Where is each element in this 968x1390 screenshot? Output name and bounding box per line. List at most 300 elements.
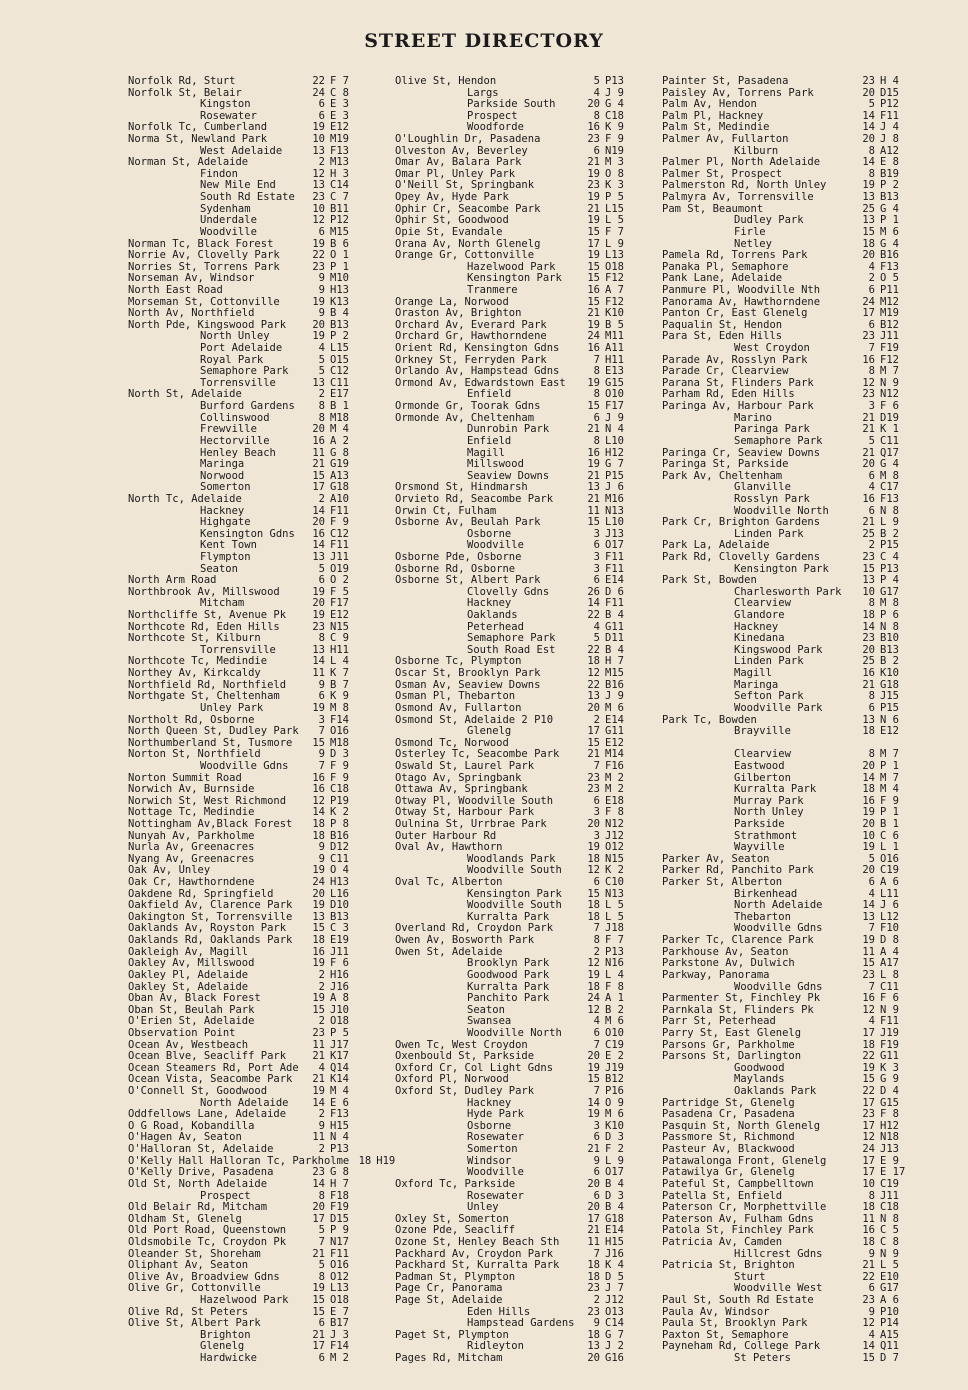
- grid-reference: P13: [605, 75, 624, 87]
- street-name: Osborne: [467, 1119, 512, 1132]
- street-name: Norton St, Northfield: [128, 748, 261, 761]
- street-name: North Unley: [734, 806, 804, 819]
- street-name: Eden Hills: [467, 1305, 531, 1318]
- street-name: Rosewater: [467, 1189, 524, 1202]
- street-name: Oban St, Beulah Park: [128, 1003, 255, 1016]
- street-name: Brighton: [200, 1328, 251, 1341]
- grid-reference: G18: [330, 481, 349, 494]
- street-name: Rosewater: [200, 109, 257, 122]
- map-page: 20: [587, 818, 600, 830]
- grid-reference: N 4: [330, 1131, 349, 1144]
- map-page: 19: [312, 237, 325, 250]
- map-page: 13: [862, 713, 875, 726]
- directory-entry: [128, 970, 360, 982]
- grid-reference: P11: [880, 283, 899, 296]
- map-page: 6: [318, 98, 325, 111]
- map-page: 14: [312, 504, 325, 517]
- map-page: 12: [312, 794, 325, 807]
- street-name: Old Port Road, Queenstown: [128, 1224, 287, 1237]
- street-name: Payneham Rd, College Park: [662, 1340, 821, 1353]
- grid-reference: E 6: [330, 1096, 349, 1109]
- street-name: Ophir St, Goodwood: [395, 214, 509, 227]
- map-page: 7: [868, 980, 875, 993]
- street-name: Passmore St, Richmond: [662, 1131, 795, 1144]
- street-name: Sefton Park: [734, 690, 804, 703]
- grid-reference: L 9: [605, 1154, 624, 1167]
- street-name: Norries St, Torrens Park: [128, 260, 280, 273]
- grid-reference: P 1: [330, 260, 349, 273]
- map-page: 21: [862, 1259, 875, 1272]
- street-name: Paringa Cr, Seaview Downs: [662, 446, 821, 459]
- map-page: 21: [587, 156, 600, 169]
- map-page: 21: [312, 1247, 325, 1260]
- street-name: Flympton: [200, 550, 251, 563]
- map-page: 11: [587, 504, 600, 517]
- street-name: Orange Gr, Cottonville: [395, 249, 535, 262]
- map-page: 8: [318, 411, 325, 424]
- grid-reference: D 3: [605, 1131, 624, 1144]
- map-page: 6: [593, 1189, 600, 1202]
- grid-reference: F 8: [880, 1108, 899, 1121]
- street-name: Seaview Downs: [467, 469, 550, 482]
- grid-reference: C11: [330, 852, 349, 865]
- directory-entry: [662, 134, 910, 146]
- grid-reference: L 5: [605, 214, 624, 227]
- street-name: O'Halloran St, Adelaide: [128, 1143, 274, 1156]
- street-name: Oakington St, Torrensville: [128, 910, 293, 923]
- map-page: 13: [587, 1340, 600, 1353]
- grid-reference: B 4: [605, 609, 624, 622]
- map-page: 16: [312, 783, 325, 796]
- map-page: 17: [862, 1026, 875, 1039]
- street-name: South Road Est: [467, 643, 556, 656]
- street-name: Brooklyn Park: [467, 957, 550, 970]
- directory-entry: [395, 494, 635, 506]
- map-page: 3: [593, 806, 600, 819]
- street-name: Semaphore Park: [467, 632, 556, 645]
- map-page: 16: [587, 283, 600, 296]
- street-name: Largs: [467, 86, 499, 99]
- grid-reference: K 4: [605, 1259, 624, 1272]
- map-page: 6: [318, 109, 325, 122]
- grid-reference: P13: [880, 562, 899, 575]
- map-page: 24: [862, 1143, 875, 1156]
- map-page: 19: [587, 1061, 600, 1074]
- street-name: Royal Park: [200, 353, 264, 366]
- map-page: 24: [312, 876, 325, 889]
- grid-reference: L13: [605, 249, 624, 262]
- map-page: 19: [312, 1085, 325, 1098]
- map-page: 15: [587, 260, 600, 273]
- map-page: 2: [318, 980, 325, 993]
- street-name: Osborne Rd, Osborne: [395, 562, 516, 575]
- street-name: Rosewater: [467, 1131, 524, 1144]
- map-page: 14: [862, 1340, 875, 1353]
- grid-reference: F 5: [330, 585, 349, 598]
- directory-entry: [128, 726, 360, 738]
- street-name: Olive Av, Broadview Gdns: [128, 1270, 280, 1283]
- map-page: 23: [312, 191, 325, 204]
- grid-reference: B16: [605, 678, 624, 691]
- grid-reference: B 4: [605, 1201, 624, 1214]
- street-name: Hackney: [467, 1096, 512, 1109]
- map-page: 6: [593, 794, 600, 807]
- page-title: STREET DIRECTORY: [364, 30, 604, 52]
- map-page: 11: [312, 1038, 325, 1051]
- map-page: 14: [312, 655, 325, 668]
- grid-reference: K 7: [330, 667, 349, 680]
- map-page: 18: [587, 1270, 600, 1283]
- grid-reference: F 7: [330, 75, 349, 87]
- street-name: Sydenham: [200, 202, 251, 215]
- grid-reference: B 7: [330, 678, 349, 691]
- grid-reference: M 6: [605, 701, 624, 714]
- map-page: 19: [587, 458, 600, 471]
- map-page: 11: [587, 1235, 600, 1248]
- grid-reference: G 9: [880, 1073, 899, 1086]
- grid-reference: F19: [880, 342, 899, 355]
- grid-reference: M 2: [330, 1352, 349, 1365]
- map-page: 11: [312, 1131, 325, 1144]
- map-page: 5: [318, 1259, 325, 1272]
- street-name: Northfield Rd, Northfield: [128, 678, 287, 691]
- map-page: 4: [868, 481, 875, 494]
- grid-reference: A13: [330, 469, 349, 482]
- map-page: 13: [312, 643, 325, 656]
- map-page: 8: [868, 144, 875, 157]
- map-page: 20: [862, 133, 875, 146]
- map-page: 20: [312, 597, 325, 610]
- map-page: 20: [587, 701, 600, 714]
- grid-reference: H 7: [605, 655, 624, 668]
- street-name: Kurralta Park: [467, 910, 550, 923]
- street-name: Osborne Tc, Plympton: [395, 655, 522, 668]
- grid-reference: D10: [330, 899, 349, 912]
- street-name: Pam St, Beaumont: [662, 202, 764, 215]
- directory-entry: [128, 76, 360, 88]
- grid-reference: P 9: [330, 1224, 349, 1237]
- map-page: 10: [862, 829, 875, 842]
- street-name: North Queen St, Dudley Park: [128, 725, 299, 738]
- grid-reference: G11: [605, 620, 624, 633]
- directory-entry: [662, 761, 910, 773]
- street-name: Osterley Tc, Seacombe Park: [395, 748, 560, 761]
- street-name: Underdale: [200, 214, 257, 227]
- map-page: 2: [318, 492, 325, 505]
- map-page: 25: [862, 527, 875, 540]
- street-name: West Adelaide: [200, 144, 283, 157]
- street-name: Parana St, Flinders Park: [662, 376, 814, 389]
- grid-reference: C 9: [330, 632, 349, 645]
- grid-reference: M 6: [605, 1108, 624, 1121]
- map-page: 9: [318, 748, 325, 761]
- grid-reference: F11: [605, 550, 624, 563]
- map-page: 22: [862, 1270, 875, 1283]
- grid-reference: P10: [880, 1305, 899, 1318]
- street-name: Ozone St, Henley Beach Sth: [395, 1235, 560, 1248]
- directory-entry: [128, 157, 360, 169]
- grid-reference: E 7: [330, 1305, 349, 1318]
- map-page: 2: [593, 713, 600, 726]
- grid-reference: F12: [605, 295, 624, 308]
- map-page: 21: [862, 411, 875, 424]
- map-page: 4: [868, 260, 875, 273]
- map-page: 4: [318, 1061, 325, 1074]
- grid-reference: P 1: [880, 759, 899, 772]
- grid-reference: K10: [605, 1119, 624, 1132]
- grid-reference: O17: [605, 539, 624, 552]
- street-name: Oaklands Rd, Oaklands Park: [128, 934, 293, 947]
- directory-entry: [128, 668, 360, 680]
- grid-reference: C12: [330, 527, 349, 540]
- street-name: North Pde, Kingswood Park: [128, 318, 287, 331]
- grid-reference: F 9: [605, 133, 624, 146]
- map-page: 19: [312, 957, 325, 970]
- street-name: Paterson Cr, Morphettville: [662, 1201, 827, 1214]
- map-page: 8: [593, 388, 600, 401]
- map-page: 16: [862, 794, 875, 807]
- street-name: Palm St, Medindie: [662, 121, 770, 134]
- map-page: 2: [318, 968, 325, 981]
- grid-reference: F11: [880, 1015, 899, 1028]
- map-page: 16: [862, 492, 875, 505]
- street-name: Hackney: [467, 597, 512, 610]
- grid-reference: P 2: [330, 330, 349, 343]
- directory-entry: [395, 726, 635, 738]
- grid-reference: J 8: [880, 133, 899, 146]
- map-page: 8: [868, 597, 875, 610]
- directory-entry: [128, 1144, 360, 1156]
- map-page: 20: [862, 864, 875, 877]
- map-page: 20: [587, 1352, 600, 1365]
- street-name: Torrensville: [200, 643, 276, 656]
- grid-reference: G 4: [880, 202, 899, 215]
- map-page: 19: [312, 295, 325, 308]
- map-page: 7: [593, 1038, 600, 1051]
- grid-reference: N 8: [880, 620, 899, 633]
- grid-reference: A10: [330, 492, 349, 505]
- map-page: 9: [318, 1119, 325, 1132]
- grid-reference: H 7: [330, 1177, 349, 1190]
- street-name: Oliphant Av, Seaton: [128, 1259, 249, 1272]
- grid-reference: O 2: [330, 574, 349, 587]
- map-page: 2: [318, 1143, 325, 1156]
- map-page: 23: [587, 783, 600, 796]
- grid-reference: M15: [605, 667, 624, 680]
- street-name: Seaton: [467, 1003, 505, 1016]
- street-name: Birkenhead: [734, 887, 798, 900]
- directory-column-1: [128, 75, 396, 1365]
- street-name: Patola St, Finchley Park: [662, 1224, 814, 1237]
- street-name: Kurralta Park: [467, 980, 550, 993]
- street-name: Nottingham Av,Black Forest: [128, 818, 293, 830]
- grid-reference: K 2: [605, 864, 624, 877]
- map-page: 10: [312, 202, 325, 215]
- grid-reference: O19: [330, 562, 349, 575]
- directory-entry: [395, 935, 635, 947]
- map-page: 5: [868, 98, 875, 111]
- street-name: Osborne: [467, 527, 512, 540]
- map-page: 18: [862, 725, 875, 738]
- map-page: 7: [868, 342, 875, 355]
- map-page: 21: [862, 516, 875, 529]
- directory-entry: [395, 401, 635, 413]
- grid-reference: M13: [330, 156, 349, 169]
- grid-reference: D11: [605, 632, 624, 645]
- map-page: 6: [593, 539, 600, 552]
- grid-reference: B 6: [330, 237, 349, 250]
- map-page: 15: [862, 1352, 875, 1365]
- street-name: Kingswood Park: [734, 643, 823, 656]
- map-page: 4: [868, 1328, 875, 1341]
- street-name: Norma St, Newland Park: [128, 133, 268, 146]
- street-name: Oraston Av, Brighton: [395, 307, 522, 320]
- grid-reference: K10: [880, 667, 899, 680]
- directory-entry: [662, 1179, 910, 1191]
- street-name: Norwood: [200, 469, 245, 482]
- grid-reference: M 8: [330, 701, 349, 714]
- grid-reference: B 5: [605, 318, 624, 331]
- directory-entry: [128, 877, 360, 889]
- grid-reference: H12: [880, 1119, 899, 1132]
- street-name: Hazelwood Park: [467, 260, 556, 273]
- map-page: 15: [862, 957, 875, 970]
- map-page: 19: [587, 376, 600, 389]
- street-name: Oleander St, Shoreham: [128, 1247, 261, 1260]
- street-name: Oldsmobile Tc, Croydon Pk: [128, 1235, 287, 1248]
- street-name: Orchard Av, Everard Park: [395, 318, 547, 331]
- street-name: Oxford St, Dudley Park: [395, 1085, 535, 1098]
- grid-reference: J19: [880, 1026, 899, 1039]
- grid-reference: L10: [605, 516, 624, 529]
- grid-reference: H12: [605, 446, 624, 459]
- map-page: 19: [312, 899, 325, 912]
- directory-entry: [395, 993, 635, 1005]
- map-page: 6: [868, 469, 875, 482]
- grid-reference: G19: [330, 458, 349, 471]
- map-page: 23: [862, 75, 875, 87]
- directory-entry: [128, 610, 360, 622]
- grid-reference: F 6: [880, 400, 899, 413]
- grid-reference: Q11: [880, 1340, 899, 1353]
- street-name: North Av, Northfield: [128, 307, 255, 320]
- map-page: 2: [593, 945, 600, 958]
- street-name: Firle: [734, 225, 766, 238]
- map-page: 8: [318, 400, 325, 413]
- street-name: Patricia St, Brighton: [662, 1259, 795, 1272]
- grid-reference: P16: [605, 1085, 624, 1098]
- street-name: Owen Tc, West Croydon: [395, 1038, 528, 1051]
- grid-reference: C14: [330, 179, 349, 192]
- grid-reference: K 9: [330, 690, 349, 703]
- directory-entry: [128, 1086, 360, 1098]
- directory-entry: [395, 877, 635, 889]
- street-name: Clearview: [734, 597, 791, 610]
- grid-reference: Q17: [880, 446, 899, 459]
- grid-reference: N 9: [880, 1247, 899, 1260]
- directory-entry: [662, 401, 910, 413]
- street-name: Outer Harbour Rd: [395, 829, 497, 842]
- map-page: 13: [312, 179, 325, 192]
- street-name: O'Loughlin Dr, Pasadena: [395, 133, 541, 146]
- street-name: Northcliffe St, Avenue Pk: [128, 609, 287, 622]
- map-page: 24: [587, 992, 600, 1005]
- street-name: Page Cr, Panorama: [395, 1282, 503, 1295]
- street-name: Ormond Av, Edwardstown East: [395, 376, 566, 389]
- street-name: Orange La, Norwood: [395, 295, 509, 308]
- map-page: 7: [318, 759, 325, 772]
- street-name: Kurralta Park: [734, 783, 817, 796]
- directory-entry: [395, 192, 635, 204]
- map-page: 18: [587, 1259, 600, 1272]
- map-page: 3: [593, 829, 600, 842]
- map-page: 8: [318, 1270, 325, 1283]
- street-name: Northbrook Av, Millswood: [128, 585, 280, 598]
- street-name: Oscar St, Brooklyn Park: [395, 667, 541, 680]
- map-page: 23: [862, 388, 875, 401]
- map-page: 23: [312, 620, 325, 633]
- directory-entry: [662, 1028, 910, 1040]
- directory-entry: [662, 1237, 910, 1249]
- street-name: Paxton St, Semaphore: [662, 1328, 789, 1341]
- street-name: O'Kelly Drive, Pasadena: [128, 1166, 274, 1179]
- street-name: Ormonde Av, Cheltenham: [395, 411, 535, 424]
- grid-reference: D 5: [605, 1270, 624, 1283]
- street-name: Frewville: [200, 423, 257, 436]
- directory-entry: [395, 227, 635, 239]
- grid-reference: J12: [605, 1293, 624, 1306]
- directory-entry: [128, 1237, 360, 1249]
- street-name: Olive St, Hendon: [395, 75, 497, 87]
- street-name: Norfolk Rd, Sturt: [128, 75, 236, 87]
- grid-reference: M19: [330, 133, 349, 146]
- map-page: 17: [587, 1212, 600, 1225]
- street-name: North Tc, Adelaide: [128, 492, 242, 505]
- map-page: 9: [318, 841, 325, 854]
- grid-reference: O16: [330, 725, 349, 738]
- street-name: Paula St, Brooklyn Park: [662, 1317, 808, 1330]
- map-page: 17: [587, 725, 600, 738]
- street-name: Orlando Av, Hampstead Gdns: [395, 365, 560, 378]
- grid-reference: M 4: [330, 1085, 349, 1098]
- grid-reference: J15: [880, 690, 899, 703]
- street-name: Nurla Av, Greenacres: [128, 841, 255, 854]
- street-name: Parkway, Panorama: [662, 968, 770, 981]
- street-name: Northgate St, Cheltenham: [128, 690, 280, 703]
- street-name: Opie St, Evandale: [395, 225, 503, 238]
- street-name: Pasquin St, North Glenelg: [662, 1119, 821, 1132]
- map-page: 16: [587, 342, 600, 355]
- map-page: 3: [318, 713, 325, 726]
- street-name: Patricia Av, Camden: [662, 1235, 783, 1248]
- street-name: Gilberton: [734, 771, 791, 784]
- map-page: 18: [312, 818, 325, 830]
- grid-reference: N13: [605, 504, 624, 517]
- grid-reference: N13: [605, 887, 624, 900]
- directory-entry: [128, 1028, 360, 1040]
- grid-reference: G18: [880, 678, 899, 691]
- street-name: Ocean Steamers Rd, Port Ade: [128, 1061, 299, 1074]
- street-name: O'Kelly Hall Halloran Tc, Parkholme: [128, 1154, 350, 1167]
- map-page: 7: [318, 1235, 325, 1248]
- grid-reference: P 2: [880, 179, 899, 192]
- directory-entry: [662, 935, 910, 947]
- map-page: 12: [312, 214, 325, 227]
- grid-reference: P12: [330, 214, 349, 227]
- street-name: Mitcham: [200, 597, 245, 610]
- grid-reference: F16: [605, 759, 624, 772]
- map-page: 13: [862, 910, 875, 923]
